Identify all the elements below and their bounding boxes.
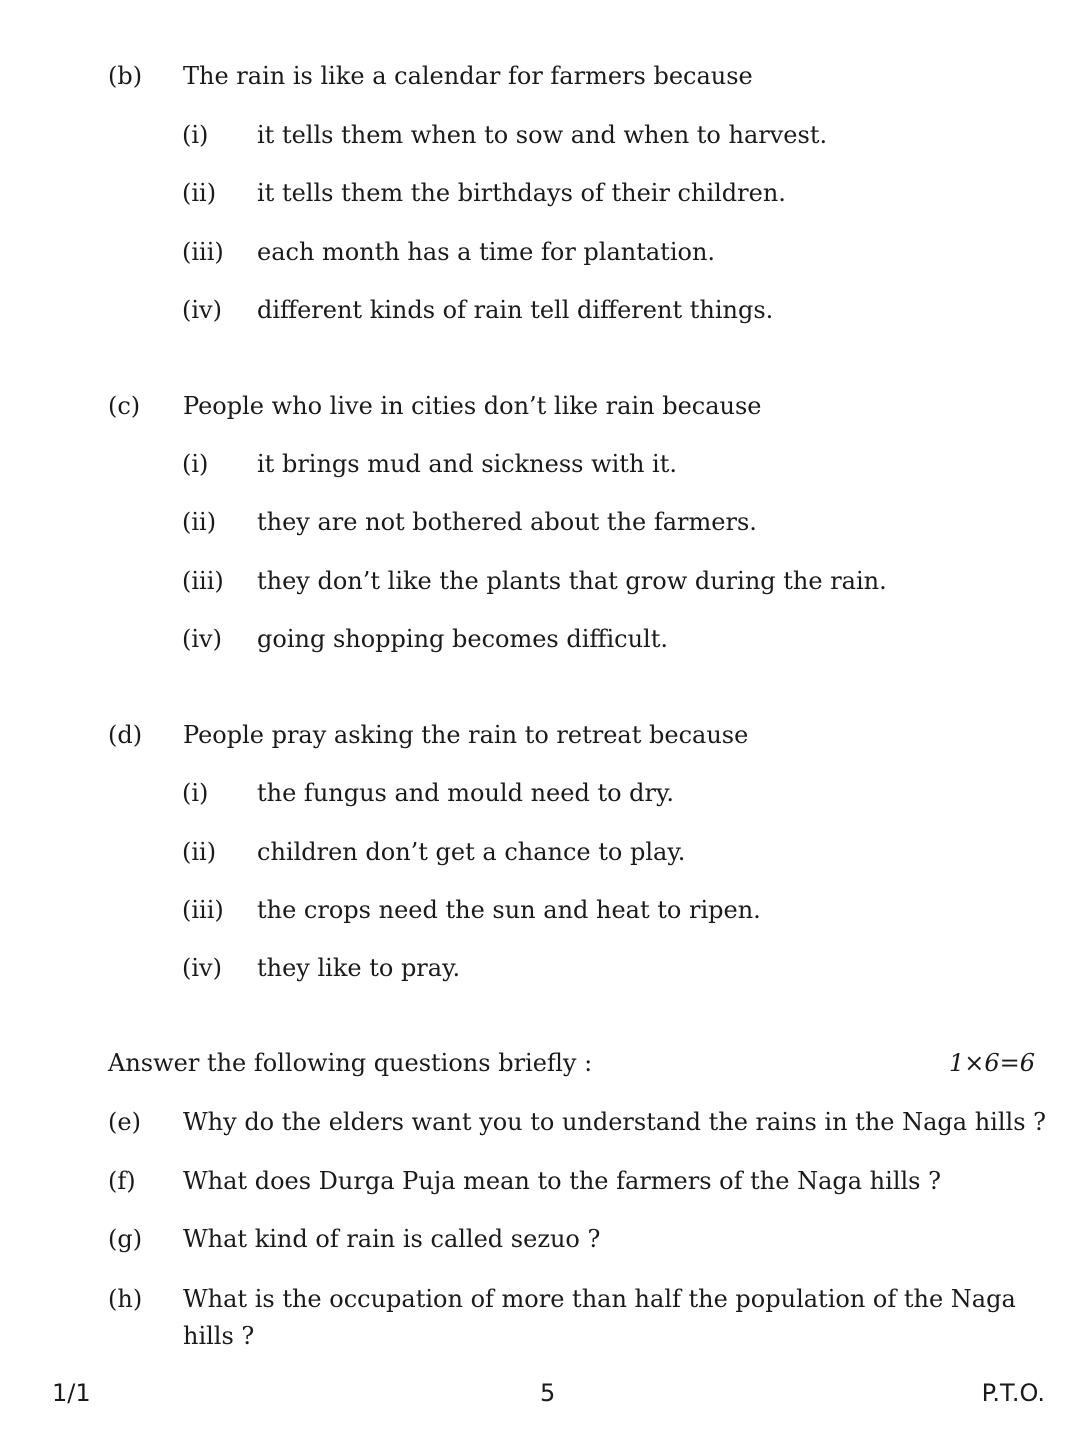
marks-allocation: 1×6=6 [948, 1049, 1035, 1077]
option-label: (iii) [182, 567, 224, 595]
option-label: (iii) [182, 896, 224, 924]
question-label: (g) [108, 1225, 143, 1253]
question-label: (f) [108, 1167, 136, 1195]
option-label: (iii) [182, 238, 224, 266]
question-stem: People pray asking the rain to retreat because [183, 721, 749, 749]
paper-code: 1/1 [52, 1379, 91, 1407]
option-text: different kinds of rain tell different things. [257, 296, 774, 324]
option-text: it tells them when to sow and when to harvest. [257, 121, 828, 149]
question-label: (d) [108, 721, 143, 749]
question-text: Why do the elders want you to understand the rains in the Naga hills ? [183, 1108, 1047, 1136]
question-text: What does Durga Puja mean to the farmers of the Naga hills ? [183, 1167, 941, 1195]
option-label: (ii) [182, 838, 217, 866]
option-label: (i) [182, 450, 209, 478]
question-stem: The rain is like a calendar for farmers because [183, 62, 753, 90]
option-text: it tells them the birthdays of their children. [257, 179, 786, 207]
option-text: the fungus and mould need to dry. [257, 779, 674, 807]
option-label: (iv) [182, 296, 222, 324]
question-stem: People who live in cities don’t like rain because [183, 392, 762, 420]
option-label: (iv) [182, 625, 222, 653]
option-text: they are not bothered about the farmers. [257, 508, 757, 536]
question-label: (c) [108, 392, 141, 420]
please-turn-over: P.T.O. [981, 1379, 1045, 1407]
option-text: the crops need the sun and heat to ripen. [257, 896, 761, 924]
option-text: children don’t get a chance to play. [257, 838, 686, 866]
option-label: (i) [182, 121, 209, 149]
question-text: What kind of rain is called sezuo ? [183, 1225, 601, 1253]
option-text: going shopping becomes difficult. [257, 625, 668, 653]
option-text: each month has a time for plantation. [257, 238, 716, 266]
question-text-continuation: hills ? [183, 1322, 255, 1350]
section-instruction: Answer the following questions briefly : [108, 1049, 593, 1077]
question-label: (e) [108, 1108, 141, 1136]
option-text: they like to pray. [257, 954, 461, 982]
question-label: (b) [108, 62, 143, 90]
option-label: (ii) [182, 179, 217, 207]
question-text: What is the occupation of more than half the population of the Naga [183, 1285, 1016, 1313]
option-label: (iv) [182, 954, 222, 982]
option-label: (i) [182, 779, 209, 807]
option-label: (ii) [182, 508, 217, 536]
page-number: 5 [540, 1379, 556, 1407]
question-label: (h) [108, 1285, 143, 1313]
option-text: they don’t like the plants that grow during the rain. [257, 567, 887, 595]
option-text: it brings mud and sickness with it. [257, 450, 677, 478]
